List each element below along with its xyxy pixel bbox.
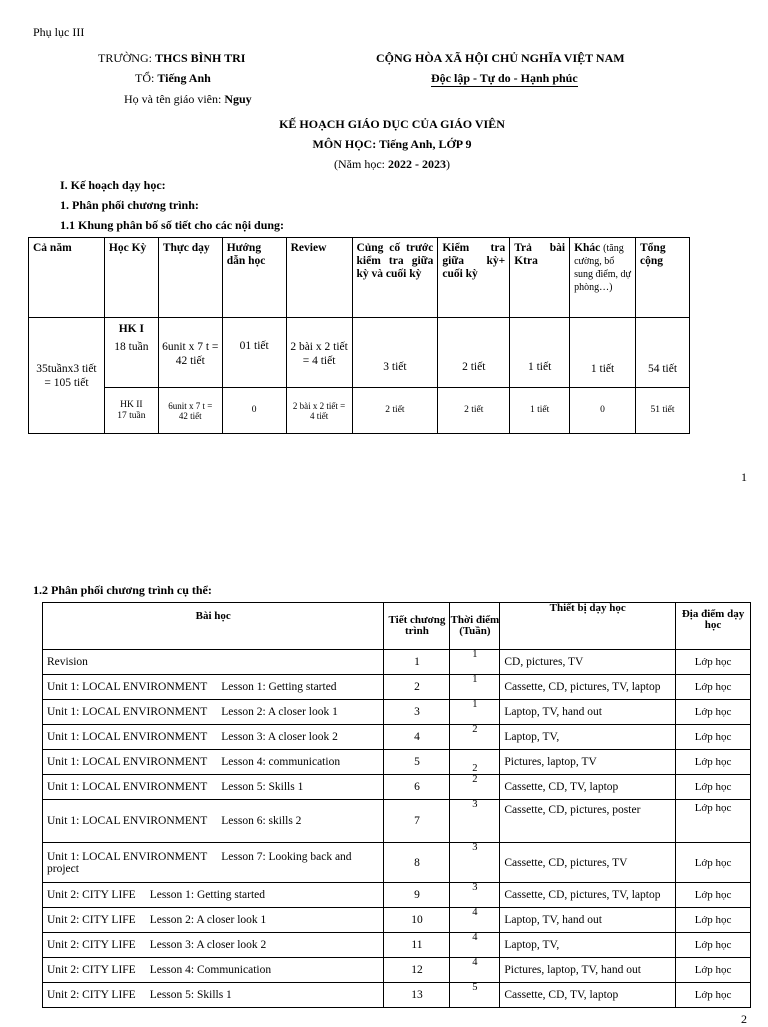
table2-header-row	[43, 603, 751, 650]
week-cell: 4	[450, 933, 500, 958]
week-cell: 1	[450, 700, 500, 725]
lesson-name: Lesson 3: A closer look 2	[221, 731, 338, 743]
section-1-1: 1. Phân phối chương trình:	[60, 198, 199, 212]
period-cell: 8	[384, 843, 450, 883]
lesson-name: Lesson 1: Getting started	[221, 681, 337, 693]
team-label: TỔ:	[135, 71, 155, 85]
place-cell: Lớp học	[676, 800, 751, 843]
table-row	[43, 800, 751, 843]
equipment-cell: Pictures, laptop, TV	[500, 750, 676, 775]
th-other	[570, 238, 636, 318]
equipment-cell: Pictures, laptop, TV, hand out	[500, 958, 676, 983]
motto-text: Độc lập - Tự do - Hạnh phúc	[431, 71, 578, 85]
hk2-return: 1 tiết	[510, 388, 570, 434]
th-other-bold: Khác	[574, 242, 601, 254]
table-row	[43, 700, 751, 725]
lesson-name: Lesson 5: Skills 1	[221, 781, 304, 793]
lesson-cell	[43, 843, 384, 883]
hk2-test: 2 tiết	[438, 388, 510, 434]
th-consolidate: Củng cố trước kiểm tra giữa kỳ và cuối kỳ	[352, 238, 438, 318]
table-row	[43, 650, 751, 675]
unit-name: Unit 2: CITY LIFE	[47, 939, 136, 951]
equipment-cell: Cassette, CD, TV, laptop	[500, 983, 676, 1008]
teacher-name: Nguy	[224, 92, 252, 106]
week-cell: 1	[450, 650, 500, 675]
lesson-cell	[43, 983, 384, 1008]
table-row	[43, 883, 751, 908]
th-place: Địa điểm dạy học	[676, 603, 751, 650]
unit-name: Unit 2: CITY LIFE	[47, 964, 136, 976]
unit-name: Unit 2: CITY LIFE	[47, 989, 136, 1001]
page-number-1: 1	[741, 470, 747, 484]
lesson-name: Lesson 4: communication	[221, 756, 341, 768]
table-row	[43, 725, 751, 750]
hk2-total: 51 tiết	[636, 388, 690, 434]
week-cell: 4	[450, 958, 500, 983]
week-cell: 2	[450, 775, 500, 800]
th-review: Review	[286, 238, 352, 318]
hk1-weeks: 18 tuần	[114, 341, 149, 353]
place-cell: Lớp học	[676, 908, 751, 933]
place-cell: Lớp học	[676, 883, 751, 908]
week-cell: 3	[450, 843, 500, 883]
th-guide: Hướng dẫn học	[222, 238, 286, 318]
lesson-name: Lesson 4: Communication	[149, 964, 272, 976]
period-cell: 11	[384, 933, 450, 958]
lesson-cell	[43, 883, 384, 908]
hk1-review: 2 bài x 2 tiết = 4 tiết	[286, 318, 352, 388]
period-allocation-table	[28, 237, 690, 434]
unit-name: Unit 1: LOCAL ENVIRONMENT	[47, 781, 208, 793]
hk1-name: HK I	[118, 323, 144, 335]
lesson-cell	[43, 775, 384, 800]
equipment-cell: Laptop, TV,	[500, 933, 676, 958]
hk2-consolidate: 2 tiết	[352, 388, 438, 434]
lesson-cell	[43, 650, 384, 675]
week-cell: 3	[450, 800, 500, 843]
place-cell: Lớp học	[676, 843, 751, 883]
curriculum-table-body	[43, 650, 751, 1008]
lesson-name: Lesson 7: Looking back and project	[47, 850, 352, 875]
place-cell: Lớp học	[676, 958, 751, 983]
week-cell: 2	[450, 750, 500, 775]
period-cell: 12	[384, 958, 450, 983]
place-cell: Lớp học	[676, 983, 751, 1008]
school-year	[0, 157, 768, 172]
lesson-cell	[43, 750, 384, 775]
equipment-cell: Cassette, CD, pictures, TV	[500, 843, 676, 883]
period-cell: 3	[384, 700, 450, 725]
school-label: TRƯỜNG:	[98, 51, 152, 65]
unit-name: Unit 1: LOCAL ENVIRONMENT	[47, 850, 208, 863]
table1-header-row	[29, 238, 690, 318]
hk2-teaching: 6unit x 7 t = 42 tiết	[158, 388, 222, 434]
section-1-2: 1.2 Phân phối chương trình cụ thể:	[33, 583, 212, 597]
year-suffix: )	[445, 157, 450, 171]
th-semester: Học Kỳ	[104, 238, 158, 318]
place-cell: Lớp học	[676, 675, 751, 700]
unit-name: Unit 1: LOCAL ENVIRONMENT	[47, 706, 208, 718]
hk1-cell	[104, 318, 158, 388]
lesson-name: Lesson 3: A closer look 2	[149, 939, 267, 951]
period-cell: 1	[384, 650, 450, 675]
team-name: Tiếng Anh	[157, 71, 211, 85]
week-cell: 2	[450, 725, 500, 750]
table-row	[43, 958, 751, 983]
curriculum-table	[42, 602, 751, 1008]
hk1-return: 1 tiết	[510, 318, 570, 388]
table-row	[43, 750, 751, 775]
equipment-cell: CD, pictures, TV	[500, 650, 676, 675]
unit-name: Unit 1: LOCAL ENVIRONMENT	[47, 681, 208, 693]
th-period: Tiết chương trình	[384, 603, 450, 650]
year-total-cell: 35tuầnx3 tiết = 105 tiết	[29, 318, 105, 434]
teacher-label: Họ và tên giáo viên:	[124, 92, 222, 106]
nation-title: CỘNG HÒA XÃ HỘI CHỦ NGHĨA VIỆT NAM	[376, 51, 625, 65]
equipment-cell: Cassette, CD, pictures, TV, laptop	[500, 675, 676, 700]
lesson-name: Lesson 2: A closer look 1	[221, 706, 338, 718]
hk1-row	[29, 318, 690, 388]
table-row	[43, 675, 751, 700]
th-teaching: Thực dạy	[158, 238, 222, 318]
equipment-cell: Laptop, TV,	[500, 725, 676, 750]
week-cell: 1	[450, 675, 500, 700]
hk2-other: 0	[570, 388, 636, 434]
th-equipment: Thiết bị dạy học	[500, 603, 676, 650]
place-cell: Lớp học	[676, 775, 751, 800]
place-cell: Lớp học	[676, 700, 751, 725]
unit-name: Unit 2: CITY LIFE	[47, 889, 136, 901]
th-year: Cả năm	[29, 238, 105, 318]
hk2-name: HK II	[120, 399, 143, 410]
period-cell: 13	[384, 983, 450, 1008]
school-name: THCS BÌNH TRI	[154, 51, 246, 65]
unit-name: Unit 1: LOCAL ENVIRONMENT	[47, 731, 208, 743]
section-1-1-1: 1.1 Khung phân bố số tiết cho các nội dung:	[60, 218, 285, 232]
th-test: Kiểm tra giữa kỳ+ cuối kỳ	[438, 238, 510, 318]
week-cell: 3	[450, 883, 500, 908]
table-row	[43, 775, 751, 800]
teacher-line	[124, 92, 252, 107]
lesson-name: Lesson 6: skills 2	[221, 815, 302, 827]
hk2-guide: 0	[222, 388, 286, 434]
lesson-cell	[43, 700, 384, 725]
appendix-label: Phụ lục III	[33, 25, 85, 39]
period-cell: 5	[384, 750, 450, 775]
place-cell: Lớp học	[676, 750, 751, 775]
place-cell: Lớp học	[676, 650, 751, 675]
th-lesson: Bài học	[43, 603, 384, 650]
hk2-weeks: 17 tuần	[117, 410, 146, 421]
school-line	[98, 51, 245, 66]
table-row	[43, 843, 751, 883]
period-cell: 9	[384, 883, 450, 908]
lesson-name: Lesson 1: Getting started	[149, 889, 266, 901]
week-cell: 4	[450, 908, 500, 933]
hk1-other: 1 tiết	[570, 318, 636, 388]
unit-name: Unit 2: CITY LIFE	[47, 914, 136, 926]
th-time: Thời điểm (Tuần)	[450, 603, 500, 650]
equipment-cell: Cassette, CD, pictures, poster	[500, 800, 676, 843]
hk2-review: 2 bài x 2 tiết = 4 tiết	[286, 388, 352, 434]
hk2-row	[29, 388, 690, 434]
hk1-consolidate: 3 tiết	[352, 318, 438, 388]
lesson-cell	[43, 908, 384, 933]
equipment-cell: Laptop, TV, hand out	[500, 908, 676, 933]
week-cell: 5	[450, 983, 500, 1008]
lesson-cell	[43, 725, 384, 750]
hk1-test: 2 tiết	[438, 318, 510, 388]
page-number-2: 2	[741, 1012, 747, 1026]
doc-title: KẾ HOẠCH GIÁO DỤC CỦA GIÁO VIÊN	[279, 117, 505, 131]
lesson-name: Lesson 5: Skills 1	[149, 989, 232, 1001]
equipment-cell: Cassette, CD, pictures, TV, laptop	[500, 883, 676, 908]
unit-name: Unit 1: LOCAL ENVIRONMENT	[47, 815, 208, 827]
year-value: 2022 - 2023	[387, 157, 446, 171]
hk1-guide: 01 tiết	[222, 318, 286, 388]
place-cell: Lớp học	[676, 933, 751, 958]
period-cell: 7	[384, 800, 450, 843]
table-row	[43, 908, 751, 933]
equipment-cell: Cassette, CD, TV, laptop	[500, 775, 676, 800]
unit-name: Revision	[47, 656, 88, 668]
table-row	[43, 983, 751, 1008]
motto	[431, 71, 578, 86]
lesson-name: Lesson 2: A closer look 1	[149, 914, 267, 926]
period-cell: 4	[384, 725, 450, 750]
section-1: I. Kế hoạch dạy học:	[60, 178, 166, 192]
unit-name: Unit 1: LOCAL ENVIRONMENT	[47, 756, 208, 768]
year-prefix: (Năm học:	[334, 157, 385, 171]
lesson-cell	[43, 675, 384, 700]
th-other-note: (tăng cường, bổ sung điểm, dự phòng…)	[574, 243, 631, 293]
subject-title: MÔN HỌC: Tiếng Anh, LỚP 9	[312, 137, 472, 151]
period-cell: 10	[384, 908, 450, 933]
lesson-cell	[43, 958, 384, 983]
th-return: Trả bài Ktra	[510, 238, 570, 318]
lesson-cell	[43, 933, 384, 958]
hk2-cell	[104, 388, 158, 434]
th-total: Tổng cộng	[636, 238, 690, 318]
equipment-cell: Laptop, TV, hand out	[500, 700, 676, 725]
hk1-total: 54 tiết	[636, 318, 690, 388]
lesson-cell	[43, 800, 384, 843]
hk1-teaching: 6unit x 7 t = 42 tiết	[158, 318, 222, 388]
team-line	[135, 71, 211, 86]
period-cell: 2	[384, 675, 450, 700]
place-cell: Lớp học	[676, 725, 751, 750]
table-row	[43, 933, 751, 958]
period-cell: 6	[384, 775, 450, 800]
